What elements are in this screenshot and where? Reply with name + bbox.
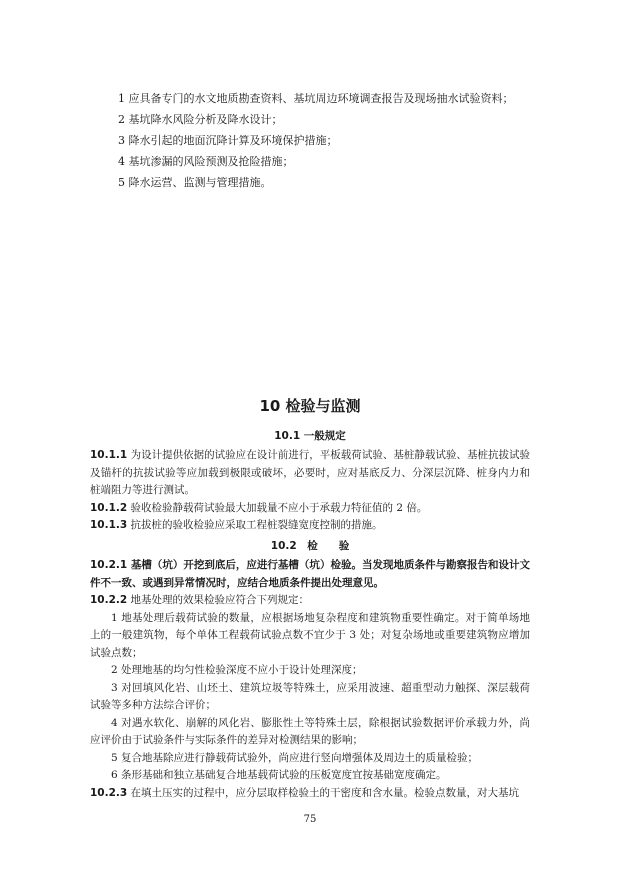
clause-number: 10.1.3	[90, 519, 128, 531]
sub-item: 4 对遇水软化、崩解的风化岩、膨胀性土等特殊土层，除根据试验数据评价承载力外，尚应评价由于试验条件与实际条件的差异对检测结果的影响；	[90, 716, 530, 746]
clause-10-1-1	[90, 447, 530, 500]
chapter-title: 10 检验与监测	[259, 397, 361, 415]
clause-text: 验收检验静载荷试验最大加载量不应小于承载力特征值的 2 倍。	[130, 501, 428, 514]
list-item: 5 降水运营、监测与管理措施。	[118, 176, 272, 189]
clause-10-1-3	[90, 517, 530, 535]
clause-10-2-2	[90, 592, 530, 610]
clause-number: 10.2.3	[90, 786, 128, 799]
clause-number: 10.2.2	[90, 594, 128, 606]
clause-number: 10.1.1	[90, 449, 128, 461]
sub-item: 6 条形基础和独立基础复合地基载荷试验的压板宽度宜按基础宽度确定。	[111, 769, 447, 781]
clause-text: 基槽（坑）开挖到底后，应进行基槽（坑）检验。当发现地质条件与勘察报告和设计文件不一致、或遇到异常情况时，应结合地质条件提出处理意见。	[90, 559, 531, 589]
section-title: 10.1 一般规定	[274, 430, 346, 442]
clause-10-2-3	[90, 785, 530, 803]
clause-text: 抗拔桩的验收检验应采取工程桩裂缝宽度控制的措施。	[130, 519, 383, 531]
sub-item: 1 地基处理后载荷试验的数量，应根据场地复杂程度和建筑物重要性确定。对于简单场地上的一般建筑物，每个单体工程载荷试验点数不宜少于 3 处；对复杂场地或重要建筑物应增加试验点数；	[90, 611, 530, 659]
clause-text: 在填土压实的过程中，应分层取样检验土的干密度和含水量。检验点数量，对大基坑	[130, 786, 520, 799]
sub-item: 3 对回填风化岩、山坯土、建筑垃圾等特殊土，应采用波速、超重型动力触探、深层载荷试验等多种方法综合评价；	[90, 681, 530, 711]
clause-number: 10.1.2	[90, 501, 128, 514]
list-item: 1 应具备专门的水文地质勘查资料、基坑周边环境调查报告及现场抽水试验资料；	[118, 92, 514, 105]
sub-item: 5 复合地基除应进行静载荷试验外，尚应进行竖向增强体及周边土的质量检验；	[111, 751, 479, 764]
page-number: 75	[303, 814, 317, 825]
requirements-list	[118, 88, 538, 193]
list-item: 2 基坑降水风险分析及降水设计；	[118, 113, 283, 126]
sub-item: 2 处理地基的均匀性检验深度不应小于设计处理深度；	[111, 664, 363, 676]
section-general	[90, 428, 530, 535]
clause-text: 地基处理的效果检验应符合下列规定：	[130, 594, 310, 606]
clause-10-2-1	[90, 557, 530, 592]
section-inspection	[90, 538, 530, 802]
clause-10-1-2	[90, 500, 530, 518]
clause-number: 10.2.1	[90, 559, 128, 571]
clause-text: 为设计提供依据的试验应在设计前进行，平板载荷试验、基桩静载试验、基桩抗拔试验及锚杆的抗拔试验等应加载到极限或破坏，必要时，应对基底反力、分深层沉降、桩身内力和桩端阻力等进行测试。	[90, 449, 531, 496]
section-title: 10.2 检 验	[270, 540, 350, 552]
list-item: 4 基坑渗漏的风险预测及抢险措施；	[118, 155, 294, 168]
list-item: 3 降水引起的地面沉降计算及环境保护措施；	[118, 134, 338, 147]
